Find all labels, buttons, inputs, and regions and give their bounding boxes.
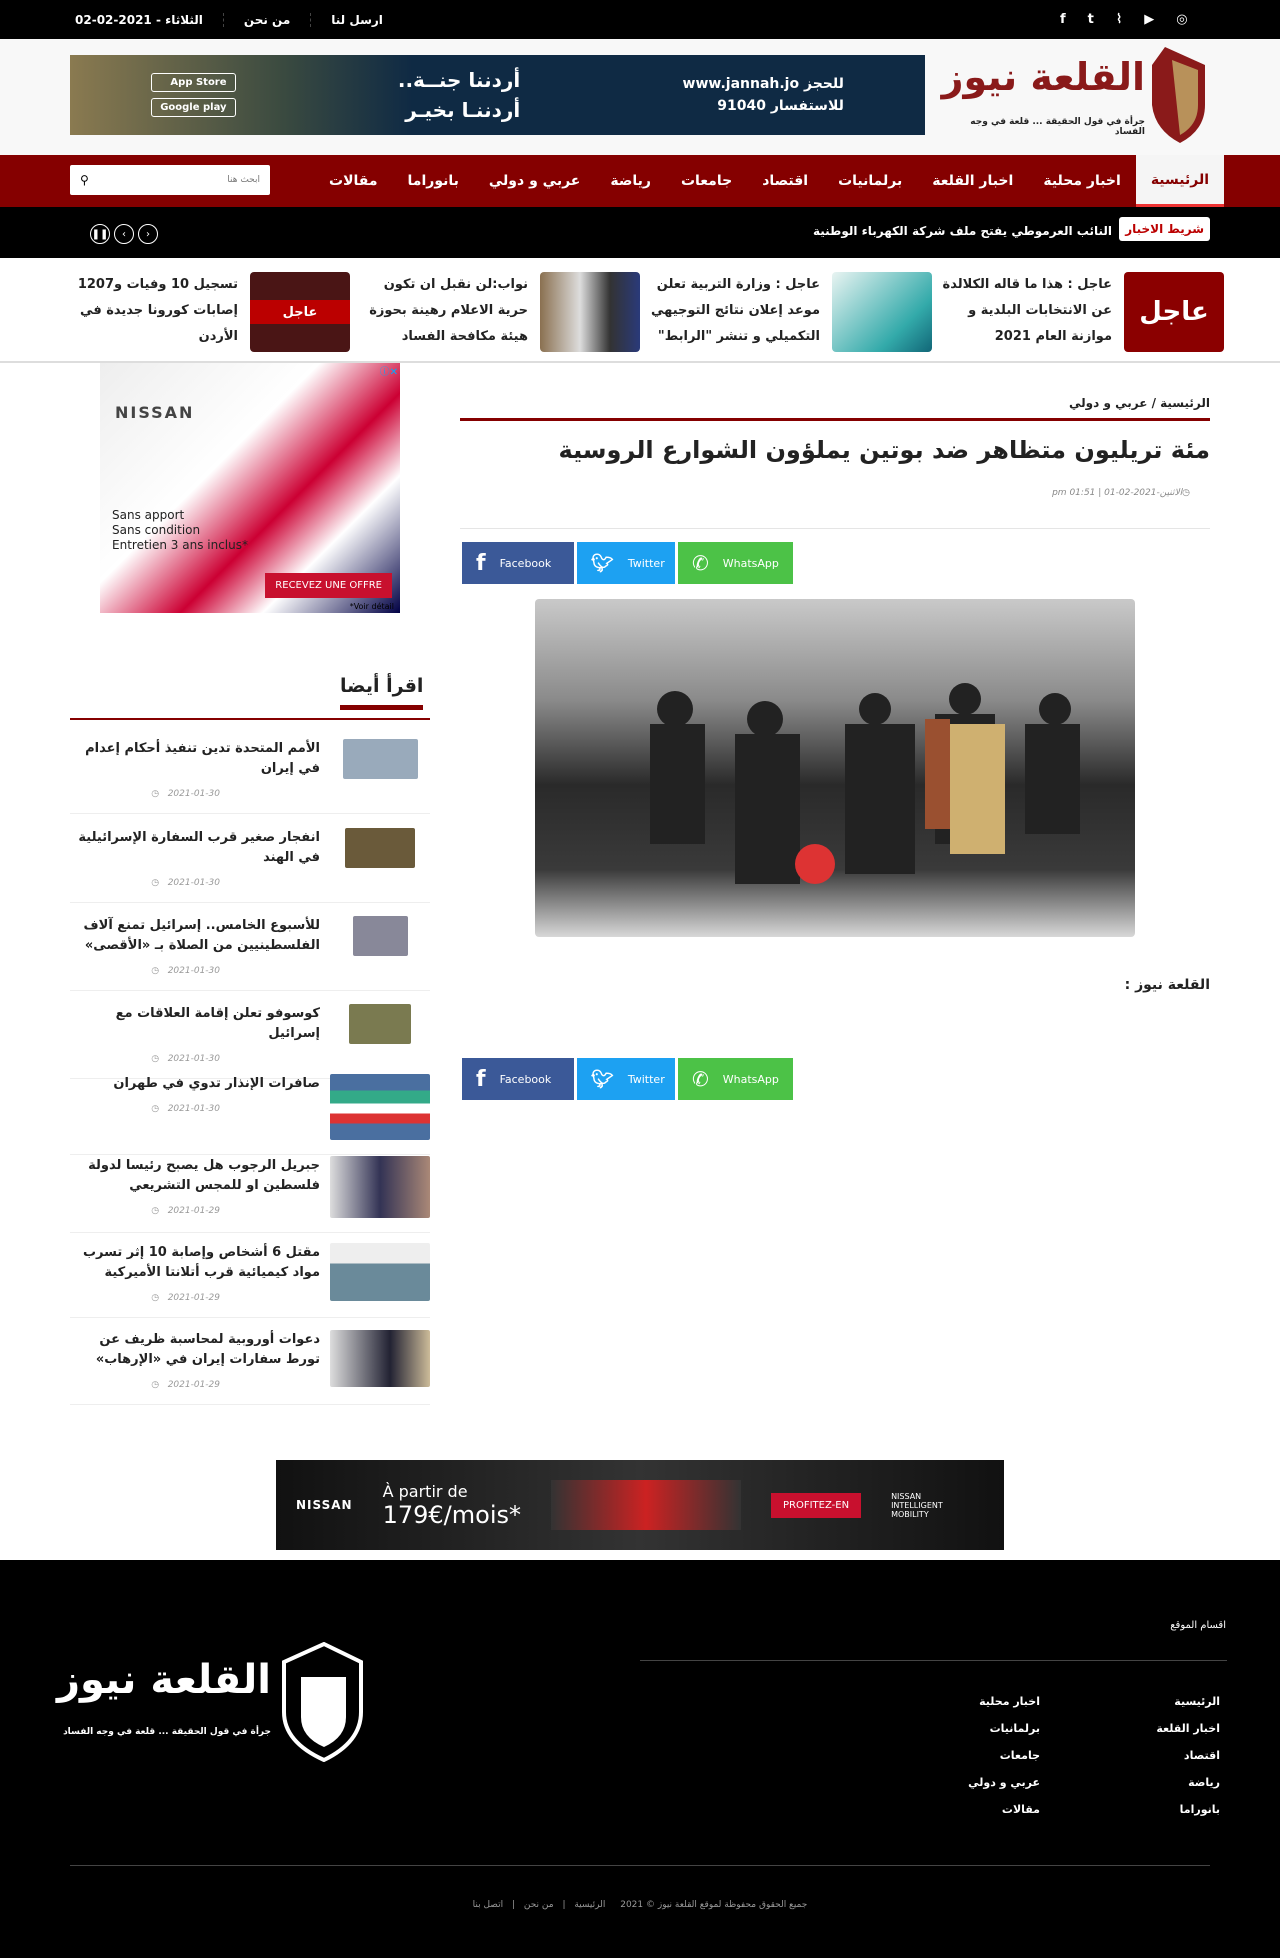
divider <box>460 528 1210 529</box>
read-also-thumb <box>330 1243 430 1303</box>
about-link[interactable]: من نحن <box>223 13 310 27</box>
read-also-thumb <box>330 1156 430 1218</box>
facebook-icon[interactable]: f <box>1060 12 1066 27</box>
logo-text: القلعة نيوز <box>941 55 1145 99</box>
share-buttons-bottom <box>462 1058 793 1100</box>
urgent-thumb: عاجل <box>250 272 350 352</box>
nav-item[interactable]: برلمانيات <box>838 173 903 189</box>
urgent-title: عاجل : هذا ما قاله الكلالدة عن الانتخابات البلدية و موازنة العام 2021 <box>942 277 1112 344</box>
read-also-title: صافرات الإنذار تدوي في طهران <box>113 1076 320 1091</box>
read-also-title: الأمم المتحدة تدين تنفيذ أحكام إعدام في إيران <box>85 741 320 776</box>
urgent-item[interactable] <box>642 272 932 352</box>
read-also-title: كوسوفو تعلن إقامة العلاقات مع إسرائيل <box>115 1006 320 1041</box>
copyright-bar: جميع الحقوق محفوظة لموقع القلعة نيوز © 2021 الرئيسية | من نحن | اتصل بنا <box>472 1900 808 1910</box>
twitter-share-button[interactable]: 🐦︎ Twitter <box>577 542 675 584</box>
read-also-thumb <box>330 1004 430 1064</box>
facebook-icon: f <box>476 550 486 576</box>
nav-item[interactable]: الرئيسية <box>1136 155 1224 207</box>
share-buttons-top <box>462 542 793 584</box>
whatsapp-share-button[interactable]: ✆ WhatsApp <box>678 542 793 584</box>
footer-link[interactable]: رياضة <box>1188 1776 1220 1789</box>
ad-brand: NISSAN <box>296 1498 353 1512</box>
logo-tagline: جرأة في قول الحقيقة ... قلعة في وجه الفساد <box>63 1727 271 1737</box>
clock-icon: ◷ <box>151 878 160 888</box>
banner-line1: أردننا جنــة.. <box>397 68 521 92</box>
twitter-share-button[interactable]: 🐦︎ Twitter <box>577 1058 675 1100</box>
read-also-date: 2021-01-29 ◷ <box>151 1380 220 1390</box>
footer-link[interactable]: اخبار محلية <box>979 1695 1040 1708</box>
logo-tagline: جرأة في قول الحقيقة ... قلعة في وجه الفساد <box>970 117 1145 137</box>
ticker-text[interactable]: النائب العرموطي يفتح ملف شركة الكهرباء الوطنية <box>812 224 1112 238</box>
clock-icon: ◷ <box>1182 488 1190 498</box>
nav-item[interactable]: عربي و دولي <box>488 173 581 189</box>
nav-item[interactable]: جامعات <box>680 173 733 189</box>
urgent-thumb: عاجل <box>1124 272 1224 352</box>
ad-price: 179€/mois* <box>382 1500 521 1529</box>
whatsapp-icon: ✆ <box>692 551 709 575</box>
bottom-ad[interactable] <box>276 1460 1004 1550</box>
copyright-text: جميع الحقوق محفوظة لموقع القلعة نيوز © 2021 <box>620 1900 808 1910</box>
ticker-label: شريط الاخبار <box>1119 217 1210 241</box>
read-also-item[interactable] <box>70 733 430 814</box>
ad-info-icon[interactable]: ⓘ✕ <box>379 367 398 378</box>
main-nav <box>0 155 1280 207</box>
rss-icon[interactable]: ⌇ <box>1115 12 1123 27</box>
youtube-icon[interactable]: ▶ <box>1144 12 1155 27</box>
twitter-icon: 🐦︎ <box>591 1068 614 1090</box>
read-also-date: 2021-01-30 ◷ <box>151 1054 220 1064</box>
read-also-item[interactable] <box>70 1068 430 1155</box>
read-also-thumb <box>330 1074 430 1140</box>
read-also-date: 2021-01-30 ◷ <box>151 1104 220 1114</box>
read-also-item[interactable] <box>70 1237 430 1318</box>
read-also-date: 2021-01-29 ◷ <box>151 1293 220 1303</box>
read-also-title: للأسبوع الخامس.. إسرائيل تمنع آلاف الفلسطينيين من الصلاة بـ «الأقصى» <box>83 918 320 953</box>
search-placeholder: ابحث هنا <box>227 175 260 185</box>
nav-item[interactable]: مقالات <box>329 173 378 189</box>
breadcrumb[interactable]: الرئيسية / عربي و دولي <box>460 396 1210 421</box>
date-label: الثلاثاء - 2021-02-02 <box>75 12 203 27</box>
nav-item[interactable]: اقتصاد <box>762 173 809 189</box>
ad-note: *Voir détail <box>349 602 394 611</box>
nav-item[interactable]: رياضة <box>610 173 651 189</box>
urgent-thumb <box>832 272 932 352</box>
whatsapp-icon: ✆ <box>692 1067 709 1091</box>
urgent-item[interactable] <box>350 272 640 352</box>
urgent-title: نواب:لن نقبل ان تكون حرية الاعلام رهينة بحوزة هيئة مكافحة الفساد <box>369 277 528 344</box>
read-also-title: اقرأ أيضا <box>340 675 423 710</box>
read-also-item[interactable] <box>70 998 430 1079</box>
clock-icon: ◷ <box>151 789 160 799</box>
banner-ad[interactable] <box>70 55 925 135</box>
footer-link-home[interactable]: الرئيسية <box>574 1900 606 1910</box>
clock-icon: ◷ <box>151 1104 160 1114</box>
footer-link-contact[interactable]: اتصل بنا <box>472 1900 504 1910</box>
urgent-item[interactable] <box>934 272 1224 352</box>
clock-icon: ◷ <box>151 1380 160 1390</box>
read-also-underline <box>70 718 430 720</box>
news-ticker <box>0 207 1280 258</box>
banner-book: للحجز www.jannah.jo <box>682 76 844 92</box>
read-also-thumb <box>330 739 430 799</box>
site-logo[interactable] <box>940 45 1210 145</box>
footer <box>0 1560 1280 1958</box>
app-store-badge[interactable]: App Store <box>151 73 235 92</box>
instagram-icon[interactable]: ◎ <box>1176 12 1188 27</box>
side-ad[interactable] <box>100 363 400 613</box>
article-title: مئة تريليون متظاهر ضد بوتين يملؤون الشوارع الروسية <box>558 436 1210 464</box>
read-also-item[interactable] <box>70 822 430 903</box>
divider <box>70 1865 1210 1866</box>
banner-line2: أردننـا بخيـر <box>405 98 521 122</box>
footer-link[interactable]: عربي و دولي <box>968 1776 1040 1789</box>
read-also-date: 2021-01-30 ◷ <box>151 789 220 799</box>
article-source: القلعة نيوز : <box>1124 977 1210 993</box>
urgent-thumb <box>540 272 640 352</box>
urgent-title: عاجل : وزارة التربية تعلن موعد إعلان نتائج التوجيهي التكميلي و تنشر "الرابط" <box>651 277 820 344</box>
nav-item[interactable]: اخبار القلعة <box>932 173 1014 189</box>
urgent-news-strip <box>0 258 1280 363</box>
read-also-date: 2021-01-29 ◷ <box>151 1206 220 1216</box>
ad-cta-button[interactable]: RECEVEZ UNE OFFRE <box>265 573 392 598</box>
ad-car-image <box>551 1480 741 1530</box>
top-bar <box>0 0 1280 39</box>
footer-link[interactable]: اقتصاد <box>1183 1749 1220 1762</box>
twitter-icon[interactable]: t <box>1087 12 1094 27</box>
google-play-badge[interactable]: Google play <box>151 98 235 117</box>
ad-text: Sans apport Sans condition Entretien 3 ans inclus* <box>112 508 248 552</box>
read-also-title: انفجار صغير قرب السفارة الإسرائيلية في الهند <box>78 830 320 865</box>
facebook-share-button[interactable]: f Facebook <box>462 1058 574 1100</box>
footer-link[interactable]: اخبار القلعة <box>1156 1722 1220 1735</box>
banner-inquire: للاستفسار 91040 <box>717 98 844 114</box>
twitter-icon: 🐦︎ <box>591 552 614 574</box>
ad-mobility: NISSAN INTELLIGENT MOBILITY <box>891 1491 943 1519</box>
footer-link[interactable]: بانوراما <box>1179 1803 1220 1816</box>
nav-item[interactable]: اخبار محلية <box>1043 173 1121 189</box>
facebook-share-button[interactable]: f Facebook <box>462 542 574 584</box>
nav-item[interactable]: بانوراما <box>407 173 459 189</box>
footer-link[interactable]: مقالات <box>1001 1803 1040 1816</box>
facebook-icon: f <box>476 1066 486 1092</box>
urgent-title: تسجيل 10 وفيات و1207 إصابات كورونا جديدة في الأردن <box>77 277 238 344</box>
divider <box>640 1660 1227 1661</box>
urgent-item[interactable] <box>60 272 350 352</box>
read-also-item[interactable] <box>70 1324 430 1405</box>
pause-icon[interactable]: ❚❚ <box>90 224 110 244</box>
read-also-thumb <box>330 1330 430 1390</box>
clock-icon: ◷ <box>151 1206 160 1216</box>
clock-icon: ◷ <box>151 1293 160 1303</box>
chevron-left-icon[interactable]: ‹ <box>114 224 134 244</box>
footer-link[interactable]: جامعات <box>999 1749 1040 1762</box>
clock-icon: ◷ <box>151 966 160 976</box>
footer-link[interactable]: الرئيسية <box>1174 1695 1220 1708</box>
whatsapp-share-button[interactable]: ✆ WhatsApp <box>678 1058 793 1100</box>
clock-icon: ◷ <box>151 1054 160 1064</box>
read-also-title: جبريل الرجوب هل يصبح رئيسا لدولة فلسطين او للمجس التشريعي <box>88 1158 320 1193</box>
read-also-thumb <box>330 828 430 888</box>
article-photo <box>535 599 1135 937</box>
read-also-title: مقتل 6 أشخاص وإصابة 10 إثر تسرب مواد كيميائية قرب أتلانتا الأميركية <box>82 1245 320 1280</box>
footer-sections-title: اقسام الموقع <box>1170 1620 1226 1631</box>
ad-brand: NISSAN <box>115 403 195 422</box>
ad-line1: À partir de <box>382 1481 468 1501</box>
read-also-item[interactable] <box>70 1150 430 1233</box>
contact-link[interactable]: ارسل لنا <box>310 13 403 27</box>
read-also-title: دعوات أوروبية لمحاسبة ظريف عن تورط سفارات إيران في «الإرهاب» <box>95 1332 320 1367</box>
footer-logo[interactable] <box>56 1642 366 1762</box>
read-also-item[interactable] <box>70 910 430 991</box>
read-also-date: 2021-01-30 ◷ <box>151 966 220 976</box>
chevron-right-icon[interactable]: › <box>138 224 158 244</box>
read-also-thumb <box>330 916 430 976</box>
ad-cta-button[interactable]: PROFITEZ-EN <box>771 1493 861 1518</box>
logo-text: القلعة نيوز <box>56 1657 271 1703</box>
article-meta: ◷الاثنين-2021-02-01 | 01:51 pm <box>1052 488 1190 498</box>
footer-link-about[interactable]: من نحن <box>523 1900 554 1910</box>
footer-link[interactable]: برلمانيات <box>989 1722 1040 1735</box>
search-input[interactable] <box>70 165 270 195</box>
search-icon[interactable]: ⚲ <box>80 173 89 187</box>
read-also-date: 2021-01-30 ◷ <box>151 878 220 888</box>
